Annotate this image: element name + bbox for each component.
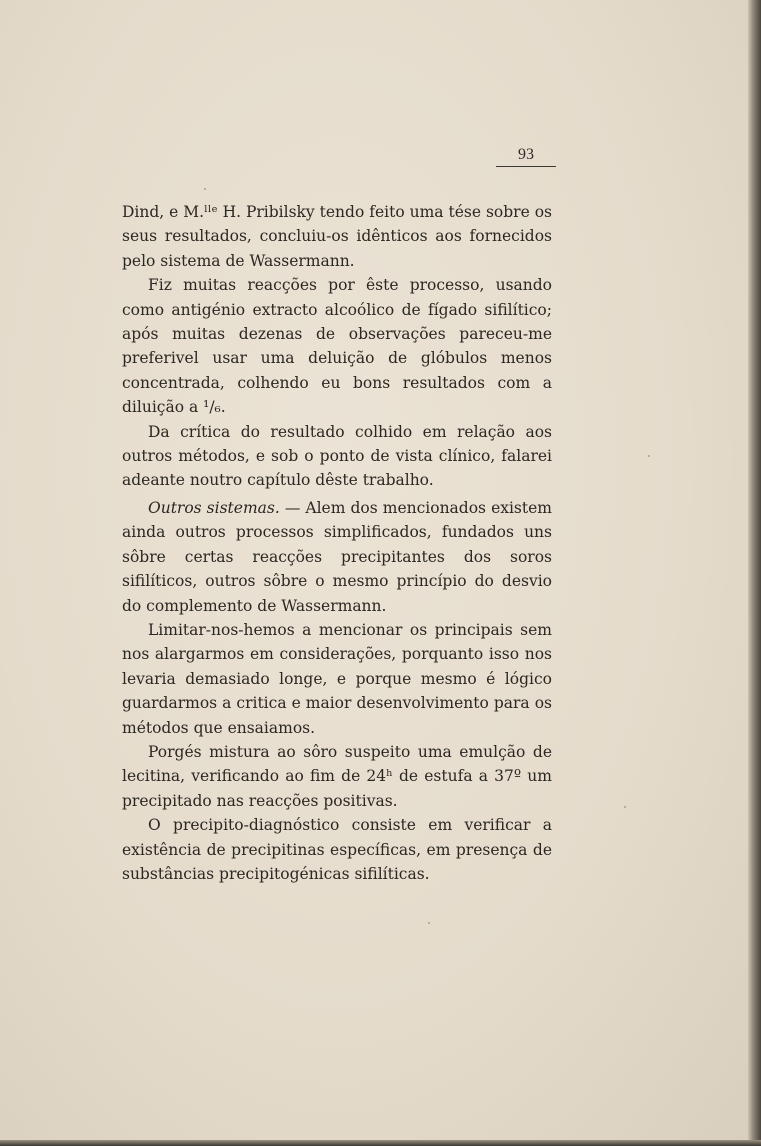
paragraph-reaccoes: Fiz muitas reacções por êste processo, usando como antigénio extracto alcoólico de fígado sifilítico; após muitas dezenas de observações pareceu-me preferivel usar uma deluição de glóbulos menos concentrada, colhendo eu bons resultados com a diluição a ¹/₆. <box>122 276 552 417</box>
section-lead-text: — Alem dos mencionados existem ainda outros processos simplificados, fundados uns sôbre certas reacções precipitantes dos soros sifilíticos, outros sôbre o mesmo princípio do desvio do complemento de Wassermann. <box>122 499 552 615</box>
section-heading: Outros sistemas. <box>148 499 280 517</box>
text-block-top <box>122 200 552 493</box>
page-number-header <box>496 146 556 167</box>
paragraph-critica: Da crítica do resultado colhido em relação aos outros métodos, e sob o ponto de vista clínico, falarei adeante noutro capítulo dêste trabalho. <box>122 422 552 490</box>
page-edge-right <box>748 0 761 1146</box>
paragraph-outros-sistemas <box>122 496 552 618</box>
page-number: 93 <box>518 146 534 163</box>
paragraph-limitar: Limitar-nos-hemos a mencionar os principais sem nos alargarmos em considerações, porquanto isso nos levaria demasiado longe, e porque mesmo é lógico guardarmos a critica e maior desenvolvimento para os métodos que ensaiamos. <box>122 621 552 737</box>
page-edge-bottom <box>0 1140 761 1146</box>
paragraph-dind: Dind, e M.ˡˡᵉ H. Pribilsky tendo feito uma tése sobre os seus resultados, concluiu-os idênticos aos fornecidos pelo sistema de Wassermann. <box>122 203 552 270</box>
paper-speck <box>624 806 626 808</box>
paper-speck <box>648 455 650 457</box>
paragraph-precipito: O precipito-diagnóstico consiste em verificar a existência de precipitinas específicas, em presença de substâncias precipitogénicas sifilíticas. <box>122 816 552 884</box>
paper-speck <box>428 922 430 924</box>
text-block-section <box>122 496 552 887</box>
paragraph-porges: Porgés mistura ao sôro suspeito uma emulção de lecitina, verificando ao fim de 24ʰ de estufa a 37º um precipitado nas reacções positivas. <box>122 743 552 810</box>
paper-speck <box>204 188 206 190</box>
